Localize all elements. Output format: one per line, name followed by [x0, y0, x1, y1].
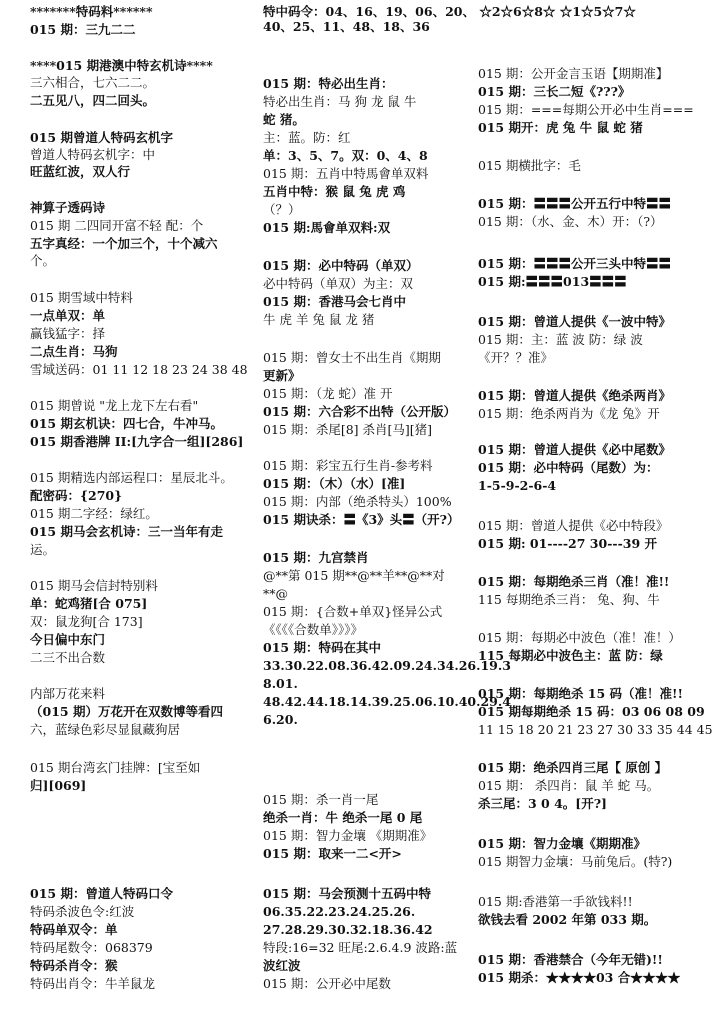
text-line: 杀三尾：3 0 4。[开?]: [478, 796, 607, 811]
text-line: 015 期：必中特码（尾数）为：: [478, 460, 659, 475]
text-line: 必中特码（单双）为主：双: [263, 276, 414, 291]
text-line: 015 期二字经：绿红。: [30, 506, 158, 521]
text-line: 015 期 二四同开富不轻 配：个: [30, 218, 204, 233]
text-line: @**第 015 期**@**羊**@**对: [263, 568, 445, 583]
text-line: 11 15 18 20 21 23 27 30 33 35 44 45: [478, 722, 713, 737]
text-line: 33.30.22.08.36.42.09.24.34.26.19.3: [263, 658, 511, 673]
text-line: 015 期:馬會单双料:双: [263, 220, 391, 235]
text-line: 015 期：曾道人特码口令: [30, 886, 173, 901]
text-line: 015 期雪域中特料: [30, 290, 133, 305]
text-line: 015 期：智力金壤《期期准》: [478, 836, 646, 851]
text-line: 48.42.44.18.14.39.25.06.10.40.29.4: [263, 694, 511, 709]
text-line: 015 期：杀尾[8] 杀肖[马][猪]: [263, 422, 433, 437]
text-line: 波红波: [263, 958, 301, 973]
text-line: 015 期香港牌 II:[九字合一组][286]: [30, 434, 244, 449]
text-line: 015 期：主：蓝 波 防：绿 波: [478, 332, 643, 347]
text-line: 015 期:〓〓〓013〓〓〓: [478, 274, 627, 289]
text-line: 今日偏中东门: [30, 632, 106, 647]
text-line: ****015 期港澳中特玄机诗****: [30, 58, 213, 73]
text-line: 特必出生肖：马 狗 龙 鼠 牛: [263, 94, 417, 109]
text-line: 欲钱去看 2002 年第 033 期。: [478, 912, 657, 927]
text-line: 个。: [30, 253, 56, 268]
text-line: 五字真经：一个加三个，十个减六: [30, 236, 218, 251]
text-line: 06.35.22.23.24.25.26.: [263, 904, 416, 919]
text-line: 015 期马会信封特别料: [30, 578, 158, 593]
text-line: 特码尾数令：068379: [30, 940, 153, 955]
text-line: 015 期马会玄机诗：三一当年有走: [30, 524, 223, 539]
text-line: 015 期：===每期公开必中生肖===: [478, 102, 694, 117]
text-line: 015 期：每期必中波色（准！准！）: [478, 630, 681, 645]
text-line: 归][069]: [30, 778, 87, 793]
text-line: 015 期:香港第一手欲钱料!!: [478, 894, 633, 909]
text-line: 015 期：特必出生肖：: [263, 76, 394, 91]
text-line: 015 期：彩宝五行生肖-参考料: [263, 458, 433, 473]
text-line: 015 期精选内部运程口：星辰北斗。: [30, 470, 233, 485]
text-line: 特码杀波色令:红波: [30, 904, 135, 919]
text-line: 蛇 猪。: [263, 112, 305, 127]
text-line: 015 期：公开金言玉语【期期准】: [478, 66, 669, 81]
text-line: 015 期：公开必中尾数: [263, 976, 391, 991]
text-line: 015 期：马会预测十五码中特: [263, 886, 431, 901]
text-line: 内部万花来料: [30, 686, 106, 701]
text-line: 015 期：特码在其中: [263, 640, 381, 655]
text-line: 015 期开：虎 兔 牛 鼠 蛇 猪: [478, 120, 643, 135]
text-line: 015 期横批字：毛: [478, 158, 581, 173]
text-line: 绝杀一肖：牛 绝杀一尾 0 尾: [263, 810, 423, 825]
text-line: 《《《《合数单》》》》: [263, 622, 364, 637]
text-line: 6.20.: [263, 712, 298, 727]
text-line: 015 期：三长二短《???》: [478, 84, 631, 99]
text-line: 二五见八，四二回头。: [30, 93, 156, 108]
text-line: 015 期：绝杀四肖三尾【 原创 】: [478, 760, 668, 775]
text-line: 27.28.29.30.32.18.36.42: [263, 922, 433, 937]
text-line: 015 期：取来一二<开>: [263, 846, 402, 861]
text-line: 《开？？准》: [478, 350, 554, 365]
text-line: 015 期玄机诀：四七合，牛冲马。: [30, 416, 223, 431]
text-line: 015 期：绝杀两肖为《龙 兔》开: [478, 406, 660, 421]
text-line: 015 期：曾道人提供《一波中特》: [478, 314, 671, 329]
text-line: 015 期曾道人特码玄机字: [30, 130, 173, 145]
text-line: 三六相合，七六二二。: [30, 75, 156, 90]
text-line: 主：蓝。防：红: [263, 130, 351, 145]
top-strip-line: 特中码令：04、16、19、06、20、 ☆2☆6☆8☆ ☆1☆5☆7☆: [263, 4, 636, 19]
text-line: 特码杀肖令：猴: [30, 958, 118, 973]
text-line: 运。: [30, 542, 56, 557]
text-line: 曾道人特码玄机字：中: [30, 147, 156, 162]
text-line: 015 期：曾女士不出生肖《期期: [263, 350, 441, 365]
text-line: 旺蓝红波，双人行: [30, 164, 131, 179]
text-line: 015 期：智力金壤 《期期准》: [263, 828, 433, 843]
text-line: 015 期：曾道人提供《绝杀两肖》: [478, 388, 671, 403]
text-line: 特码单双令：单: [30, 922, 118, 937]
text-line: **@: [263, 586, 288, 601]
text-line: 015 期：香港禁合（今年无错)!!: [478, 952, 663, 967]
text-line: 二三不出合数: [30, 650, 106, 665]
text-line: 双：鼠龙狗[合 173]: [30, 614, 143, 629]
text-line: 115 每期必中波色主：蓝 防：绿: [478, 648, 663, 663]
text-line: 015 期：〓〓〓公开三头中特〓〓: [478, 256, 671, 271]
text-line: 更新》: [263, 368, 301, 383]
text-line: 雪域送码：01 11 12 18 23 24 38 48: [30, 362, 248, 377]
text-line: 8.01.: [263, 676, 298, 691]
text-line: 015 期智力金壤：马前兔后。(特?): [478, 854, 673, 869]
text-line: 015 期：香港马会七肖中: [263, 294, 406, 309]
text-line: 015 期：{合数+单双}怪异公式: [263, 604, 443, 619]
text-line: 115 每期绝杀三肖： 兔、狗、牛: [478, 592, 660, 607]
text-line: *******特码料******: [30, 4, 153, 19]
text-line: 015 期：九宫禁肖: [263, 550, 369, 565]
text-line: 015 期：杀一肖一尾: [263, 792, 379, 807]
text-line: 一点单双：单: [30, 308, 106, 323]
text-line: 六，蓝绿色彩尽显鼠藏狗居: [30, 722, 181, 737]
text-line: 015 期杀：★★★★03 合★★★★: [478, 970, 681, 985]
text-line: 015 期台湾玄门挂牌：[宝至如: [30, 760, 201, 775]
text-line: 015 期：（木）（水）[准]: [263, 476, 406, 491]
text-line: 单：3、5、7。双：0、4、8: [263, 148, 428, 163]
text-line: 五肖中特：猴 鼠 兔 虎 鸡: [263, 184, 406, 199]
text-line: 015 期：曾道人提供《必中尾数》: [478, 442, 671, 457]
text-line: 015 期：曾道人提供《必中特段》: [478, 518, 669, 533]
text-line: 特码出肖令：牛羊鼠龙: [30, 976, 156, 991]
text-line: 015 期：（水、金、木）开：（?）: [478, 214, 663, 229]
text-line: 单：蛇鸡猪[合 075]: [30, 596, 148, 611]
text-line: （？）: [263, 202, 301, 217]
top-strip: [263, 4, 721, 34]
text-line: 015 期：五肖中特馬會单双料: [263, 166, 429, 181]
text-line: （015 期）万花开在双数博等看四: [30, 704, 223, 719]
text-line: 015 期：（龙 蛇）准 开: [263, 386, 393, 401]
text-line: 015 期：六合彩不出特（公开版）: [263, 404, 456, 419]
text-line: 015 期：每期绝杀三肖（准！准!!: [478, 574, 670, 589]
text-line: 015 期：内部（绝杀特头）100%: [263, 494, 452, 509]
text-line: 015 期：必中特码（单双）: [263, 258, 419, 273]
top-strip-line: 40、25、11、48、18、36: [263, 19, 430, 34]
text-line: 1-5-9-2-6-4: [478, 478, 557, 493]
text-line: 015 期诀杀：〓《3》头〓（开?）: [263, 512, 460, 527]
text-line: 015 期： 杀四肖：鼠 羊 蛇 马。: [478, 778, 660, 793]
text-line: 015 期: 01----27 30---39 开: [478, 536, 658, 551]
text-line: 015 期：〓〓〓公开五行中特〓〓: [478, 196, 671, 211]
text-line: 赢钱猛字：择: [30, 326, 106, 341]
text-line: 二点生肖：马狗: [30, 344, 118, 359]
text-line: 015 期曾说 "龙上龙下左右看": [30, 398, 199, 413]
text-line: 015 期：每期绝杀 15 码（准！准!!: [478, 686, 684, 701]
text-line: 神算子透码诗: [30, 200, 106, 215]
text-line: 015 期每期绝杀 15 码：03 06 08 09: [478, 704, 705, 719]
text-line: 特段:16=32 旺尾:2.6.4.9 波路:蓝: [263, 940, 458, 955]
text-line: 牛 虎 羊 兔 鼠 龙 猪: [263, 312, 375, 327]
text-line: 配密码：{270}: [30, 488, 123, 503]
text-line: 015 期：三九二二: [30, 22, 136, 37]
